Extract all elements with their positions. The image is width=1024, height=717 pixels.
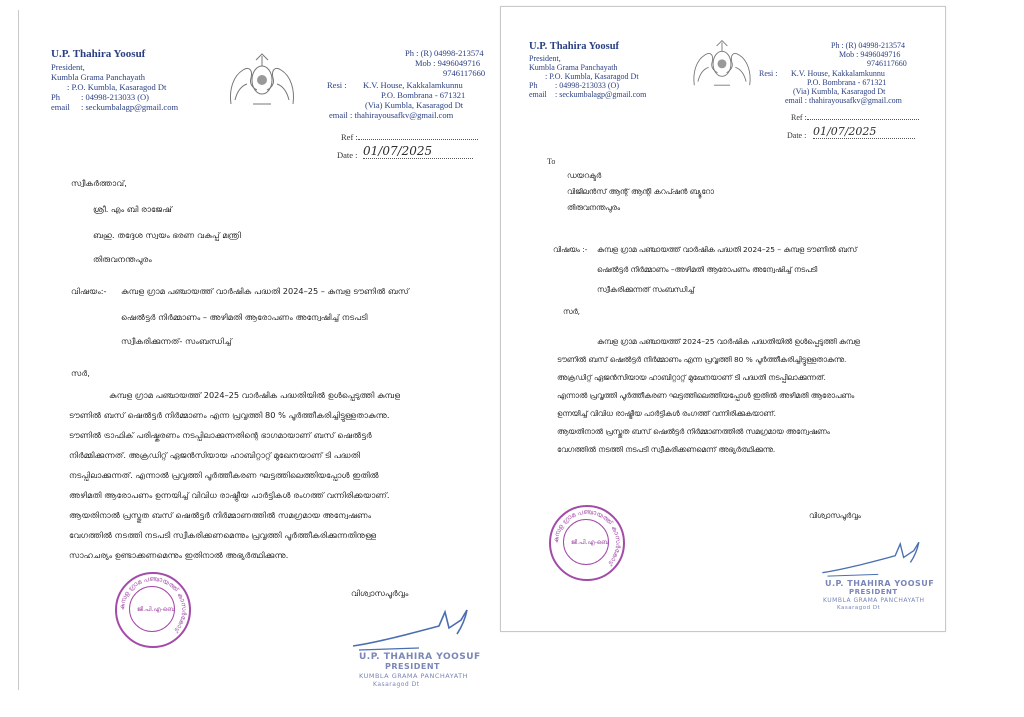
contact-mob2: 9746117660 [867,59,907,68]
subject-line: സ്വീകരിക്കുന്നത് സംബന്ധിച്ച് [597,285,695,294]
contact-ph: Ph : (R) 04998-213574 [831,41,905,50]
recipient-line: തിരുവനന്തപുരം [93,254,152,264]
svg-text:കുമ്പള ഗ്രാമ പഞ്ചായത്ത് കാസർകോ: കുമ്പള ഗ്രാമ പഞ്ചായത്ത് കാസർകോട് [551,507,623,568]
signature-sub: Kasaragod Dt [373,681,420,688]
sender-name: U.P. Thahira Yoosuf [51,48,146,60]
signature-name: U.P. THAHIRA YOOSUF [825,579,935,588]
panchayath-seal [549,505,625,581]
contact-mob2: 9746117660 [443,68,486,78]
body-line: ആയതിനാൽ പ്രസ്തുത ബസ് ഷെൽട്ടർ നിർമ്മാണത്തിൽ സമഗ്രമായ അന്വേഷണം [557,427,830,436]
contact-resi-label: Resi : [759,69,778,78]
recipient-line: വിജിലൻസ് ആന്റ് ആന്റി കറപ്ഷൻ ബ്യൂറോ [567,187,714,196]
signature-title: PRESIDENT [849,588,898,596]
kerala-emblem-icon [687,37,757,87]
kerala-emblem-icon [223,50,301,106]
date-value: 01/07/2025 [813,125,915,139]
signature-name: U.P. THAHIRA YOOSUF [359,652,481,662]
recipient-line: ശ്രീ. എം ബി രാജേഷ് [93,204,173,214]
subject-line: ഷെൽട്ടർ നിർമ്മാണം –അഴിമതി ആരോപണം അന്വേഷിച്ച് നടപടി [597,265,818,274]
contact-mob: Mob : 9496049716 [415,58,481,68]
sender-line: : P.O. Kumbla, Kasaragod Dt [67,82,167,92]
sender-email-value: : seckumbalagp@gmail.com [81,102,179,112]
signature-org: KUMBLA GRAMA PANCHAYATH [823,597,925,604]
signature-scribble [819,537,929,583]
body-line: കുമ്പള ഗ്രാമ പഞ്ചായത്ത് 2024–25 വാർഷിക പദ്ധതിയിൽ ഉൾപ്പെടുത്തി കുമ്പള [109,390,401,400]
body-line: ടൗണിൽ ബസ് ഷെൽട്ടർ നിർമ്മാണം എന്ന പ്രവൃത്തി 80 % പൂർത്തീകരിച്ചിട്ടുള്ളതാകുന്നു. [69,410,390,420]
date-value: 01/07/2025 [363,144,473,159]
contact-mob: Mob : 9496049716 [839,50,901,59]
date-label: Date : [787,131,807,140]
ref-label: Ref : [791,113,919,122]
sender-line: President, [51,62,85,72]
body-line: അഴിമതി ആരോപണം ഉന്നയിച്ച് വിവിധ രാഷ്ട്രീയ പാർട്ടികൾ രംഗത്ത് വന്നിരിക്കയാണ്. [69,490,390,500]
body-line: സാഹചര്യം ഉണ്ടാക്കണമെന്നും ഇതിനാൽ അഭ്യർത്ഥിക്കുന്നു. [69,550,289,560]
sender-ph-value: : 04998-213033 (O) [555,81,619,90]
contact-resi-line: (Via) Kumbla, Kasaragod Dt [365,100,464,110]
sender-name: U.P. Thahira Yoosuf [529,41,620,52]
svg-text:കുമ്പള ഗ്രാമ പഞ്ചായത്ത് കാസർകോ: കുമ്പള ഗ്രാമ പഞ്ചായത്ത് കാസർകോട് [117,574,189,635]
seal-center-text: ജി.പി.എ-ബെ [137,606,175,613]
sender-email-value: : seckumbalagp@gmail.com [555,90,647,99]
subject-line: കുമ്പള ഗ്രാമ പഞ്ചായത്ത് വാർഷിക പദ്ധതി 2024–25 – കുമ്പള ടൗണിൽ ബസ് [121,286,409,296]
recipient-line: ബഹു. തദ്ദേശ സ്വയം ഭരണ വകുപ്പ് മന്ത്രി [93,230,241,240]
contact-resi-line: K.V. House, Kakkalamkunnu [791,69,885,78]
sender-email-label: email [529,90,547,99]
salutation: സർ, [71,368,90,378]
subject-line: ഷെൽട്ടർ നിർമ്മാണം – അഴിമതി ആരോപണം അന്വേഷിച്ച് നടപടി [121,312,368,322]
body-line: എന്നാൽ പ്രവൃത്തി പൂർത്തീകരണ ഘട്ടത്തിലെത്തിയപ്പോൾ ഇതിൽ അഴിമതി ആരോപണം [557,391,855,400]
subject-label: വിഷയം :- [553,245,588,254]
body-line: കുമ്പള ഗ്രാമ പഞ്ചായത്ത് 2024–25 വാർഷിക പദ്ധതിയിൽ ഉൾപ്പെടുത്തി കുമ്പള [597,337,860,346]
signature-scribble [349,606,479,656]
body-line: വേഗത്തിൽ നടത്തി നടപടി സ്വീകരിക്കണമെന്നും പ്രവൃത്തി പൂർത്തീകരിക്കുന്നതിനുള്ള [69,530,377,540]
contact-email: email : thahirayousafkv@gmail.com [329,110,454,120]
panchayath-seal [115,572,191,648]
contact-resi-line: P.O. Bombrana - 671321 [807,78,887,87]
signature-sub: Kasaragod Dt [837,605,881,611]
seal-center-text: ജി.പി.എ-ബെ [571,539,609,546]
contact-resi-line: K.V. House, Kakkalamkunnu [363,80,463,90]
signature-title: PRESIDENT [385,662,440,671]
date-label: Date : [337,150,358,160]
sender-line: President, [529,54,561,63]
sender-ph-value: : 04998-213033 (O) [81,92,149,102]
body-line: നടപ്പിലാക്കുന്നത്. എന്നാൽ പ്രവൃത്തി പൂർത്തീകരണ ഘട്ടത്തിലെത്തിയപ്പോൾ ഇതിൽ [69,470,379,480]
to-label: To [547,157,556,166]
body-line: അക്രഡിറ്റ് ഏജൻസിയായ ഹാബിറ്റാറ്റ് മുഖേനയാണ് ടി പദ്ധതി നടപ്പിലാക്കുന്നത്. [557,373,826,382]
body-line: നിർമ്മിക്കുന്നത്. അക്രഡിറ്റ് ഏജൻസിയായ ഹാബിറ്റാറ്റ് മുഖേനയാണ് ടി പദ്ധതി [69,450,361,460]
contact-email: email : thahirayousafkv@gmail.com [785,96,902,105]
sender-ph-label: Ph [51,92,60,102]
letter-right [500,6,946,632]
salutation: സർ, [563,307,580,316]
subject-line: സ്വീകരിക്കുന്നത്- സംബന്ധിച്ച് [121,336,232,346]
subject-label: വിഷയം:- [71,286,107,296]
letter-left [18,10,503,690]
subject-line: കുമ്പള ഗ്രാമ പഞ്ചായത്ത് വാർഷിക പദ്ധതി 2024–25 – കുമ്പള ടൗണിൽ ബസ് [597,245,857,254]
signature-org: KUMBLA GRAMA PANCHAYATH [359,672,468,680]
recipient-line: ഡയറക്ടർ [567,171,602,180]
body-line: ടൗണിൽ ട്രാഫിക് പരിഷ്കരണം നടപ്പിലാക്കുന്നതിന്റെ ഭാഗമായാണ് ബസ് ഷെൽട്ടർ [69,430,372,440]
sender-line: Kumbla Grama Panchayath [51,72,145,82]
body-line: ടൗണിൽ ബസ് ഷെൽട്ടർ നിർമ്മാണം എന്ന പ്രവൃത്തി 80 % പൂർത്തീകരിച്ചിട്ടുള്ളതാകുന്നു. [557,355,847,364]
body-line: വേഗത്തിൽ നടത്തി നടപടി സ്വീകരിക്കണമെന്ന് അഭ്യർത്ഥിക്കുന്നു. [557,445,776,454]
contact-resi-line: (Via) Kumbla, Kasaragod Dt [793,87,886,96]
sender-ph-label: Ph [529,81,538,90]
sender-email-label: email [51,102,70,112]
contact-resi-label: Resi : [327,80,347,90]
contact-resi-line: P.O. Bombrana - 671321 [381,90,466,100]
ref-label: Ref : [341,132,478,142]
sender-line: : P.O. Kumbla, Kasaragod Dt [545,72,639,81]
closing: വിശ്വാസപൂർവ്വം [809,511,861,520]
recipient-line: തിരുവനന്തപുരം [567,203,621,212]
body-line: ആയതിനാൽ പ്രസ്തുത ബസ് ഷെൽട്ടർ നിർമ്മാണത്തിൽ സമഗ്രമായ അന്വേഷണം [69,510,372,520]
contact-ph: Ph : (R) 04998-213574 [405,48,484,58]
sender-line: Kumbla Grama Panchayath [529,63,618,72]
body-line: ഉന്നയിച്ച് വിവിധ രാഷ്ട്രീയ പാർട്ടികൾ രംഗത്ത് വന്നിരിക്കുകയാണ്. [557,409,777,418]
recipient-line: സ്വീകർത്താവ്, [71,178,127,188]
closing: വിശ്വാസപൂർവ്വം [351,588,409,598]
